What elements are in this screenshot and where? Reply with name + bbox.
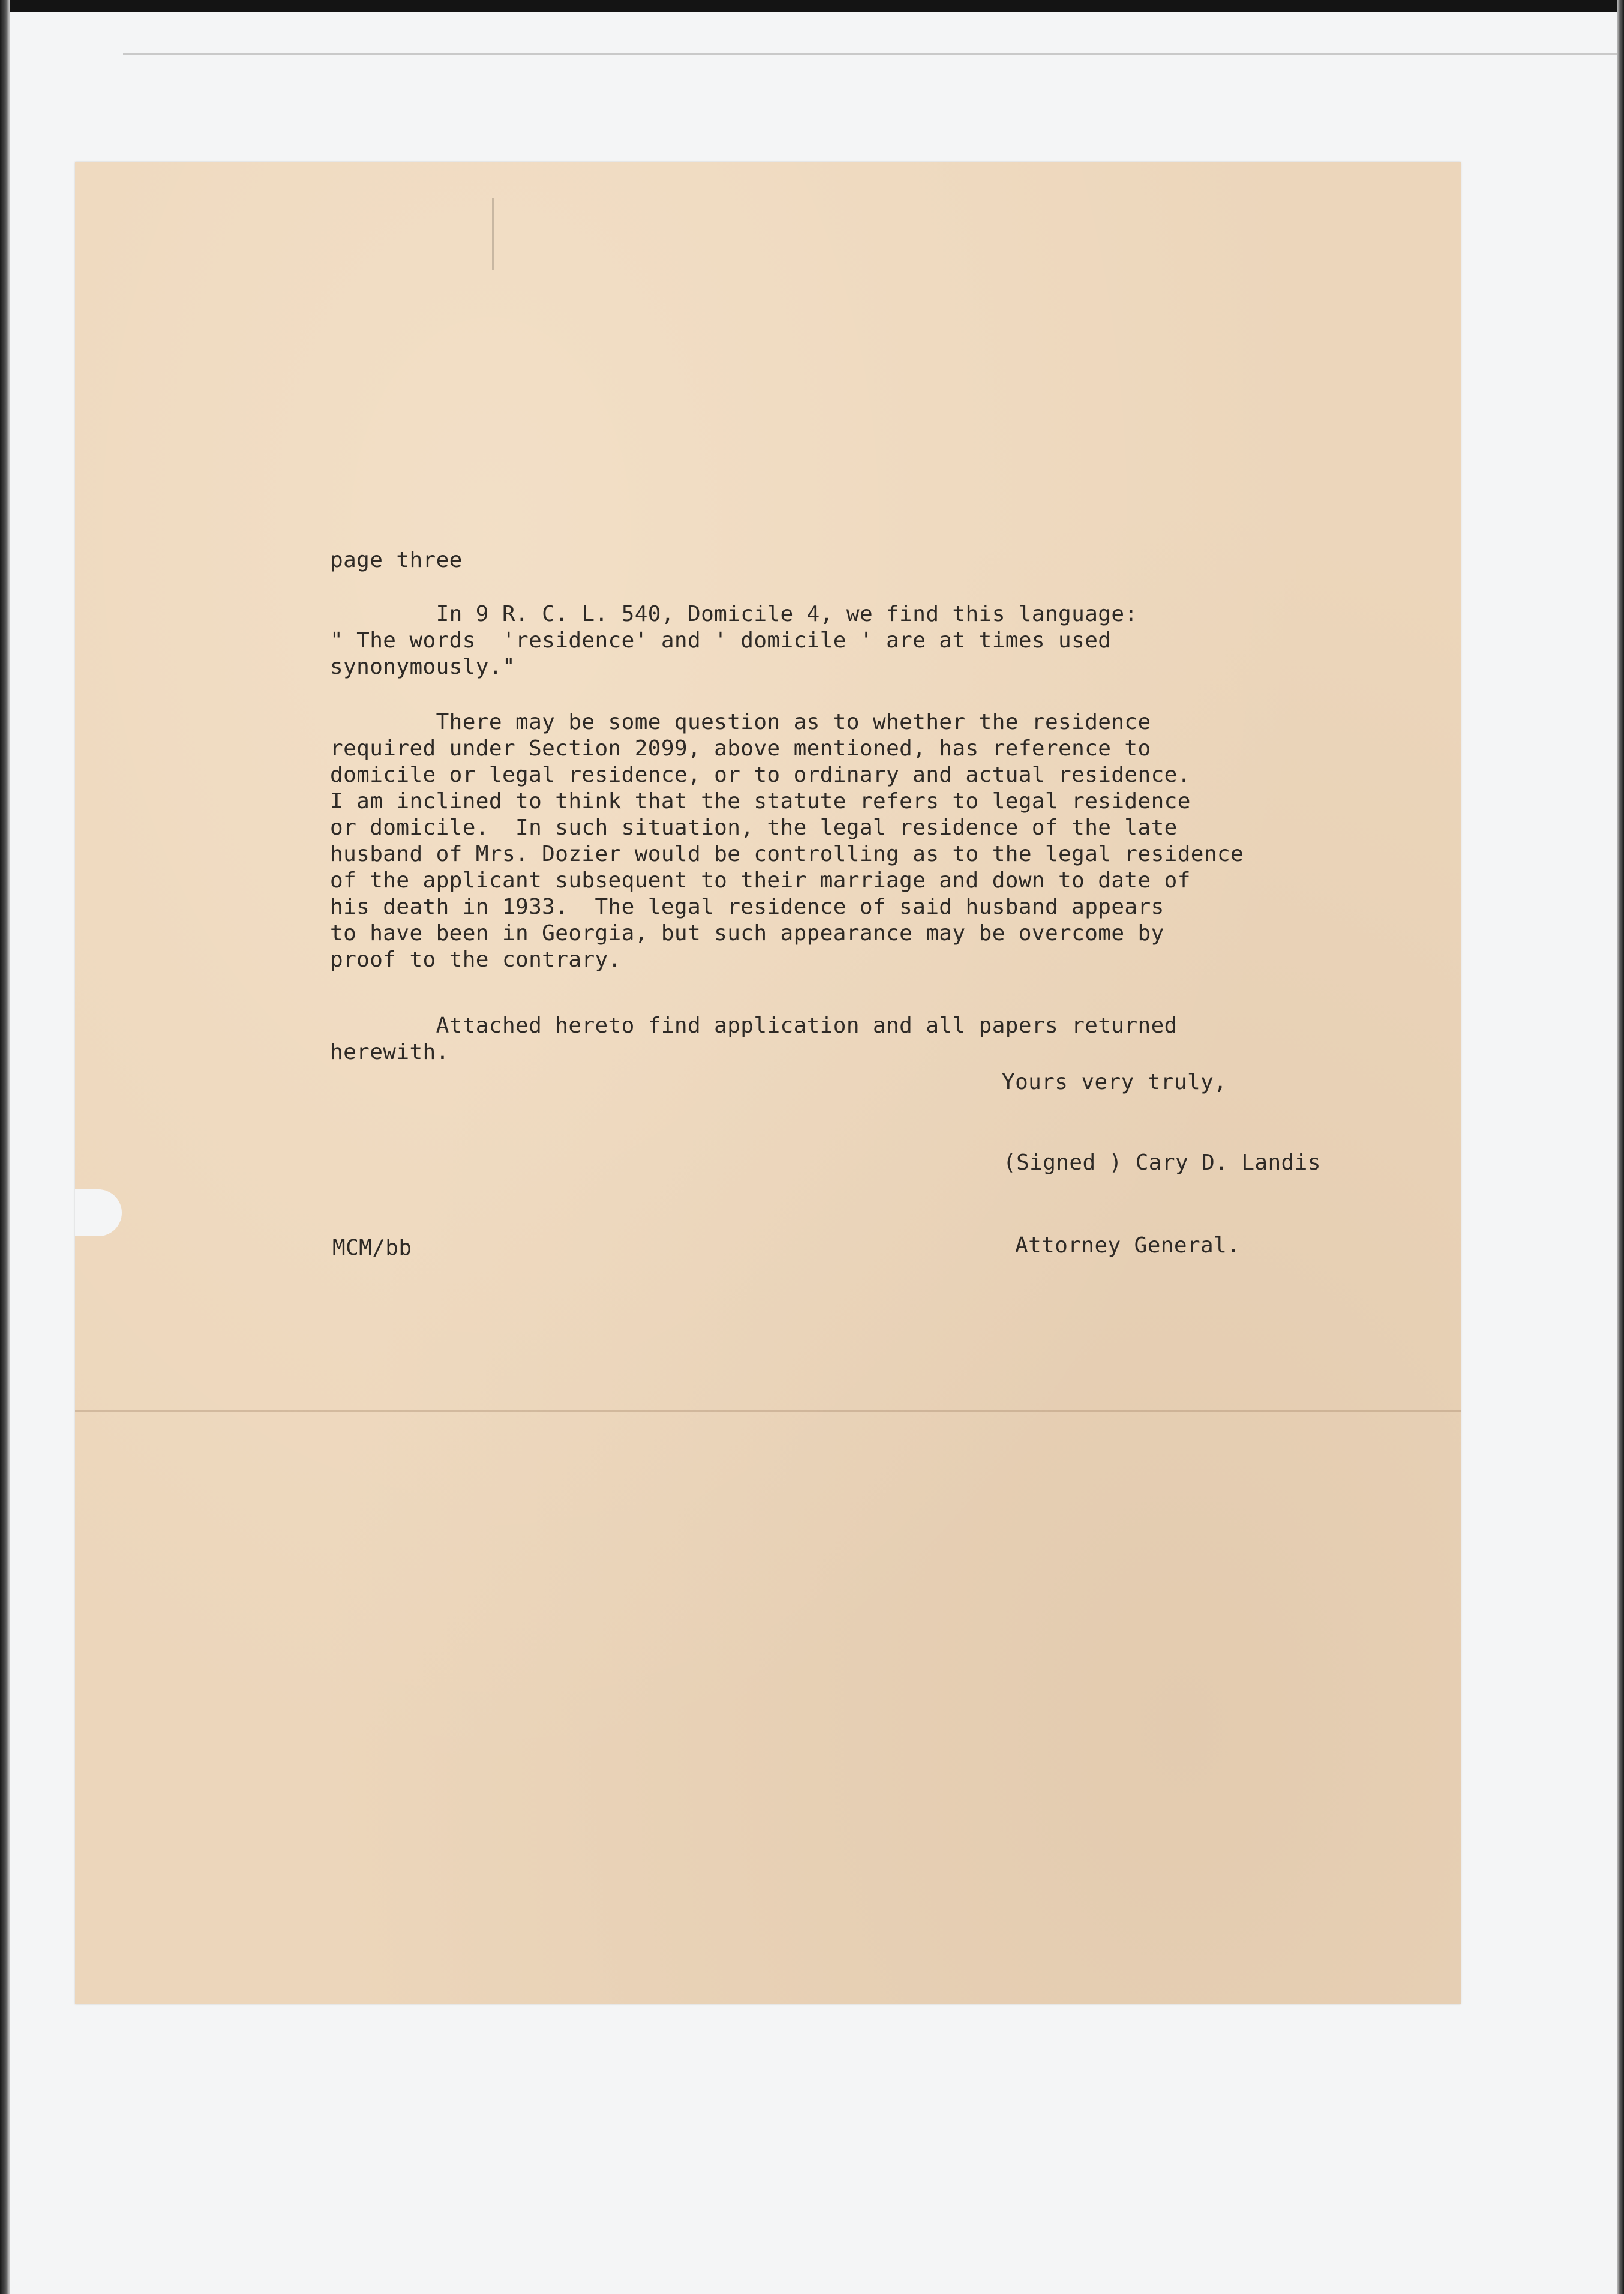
paragraph-2-line: his death in 1933. The legal residence of said husband appears xyxy=(330,895,1164,919)
fold-crease xyxy=(75,1410,1461,1412)
paragraph-3 xyxy=(330,1013,1178,1066)
paragraph-2-line: or domicile. In such situation, the legal residence of the late xyxy=(330,815,1178,840)
paragraph-2-line: to have been in Georgia, but such appearance may be overcome by xyxy=(330,921,1164,946)
signature: (Signed ) Cary D. Landis xyxy=(1003,1150,1321,1175)
paragraph-2 xyxy=(330,709,1244,973)
scanner-edge-right xyxy=(1617,0,1624,2294)
paragraph-2-line: husband of Mrs. Dozier would be controlling as to the legal residence xyxy=(330,842,1244,866)
closing: Yours very truly, xyxy=(1002,1070,1227,1094)
paragraph-1-line: " The words 'residence' and ' domicile ' are at times used xyxy=(330,628,1112,653)
ink-smudge xyxy=(492,198,494,270)
paragraph-2-line: required under Section 2099, above mentioned, has reference to xyxy=(330,736,1151,761)
paragraph-2-line: proof to the contrary. xyxy=(330,947,622,972)
paragraph-2-line: I am inclined to think that the statute refers to legal residence xyxy=(330,789,1191,814)
letter-page xyxy=(75,162,1461,2004)
paragraph-1-line: synonymously." xyxy=(330,655,516,679)
paragraph-2-line: domicile or legal residence, or to ordinary and actual residence. xyxy=(330,763,1191,787)
paragraph-3-line: Attached hereto find application and all papers returned xyxy=(330,1013,1178,1038)
torn-notch xyxy=(75,1189,122,1236)
backing-sheet-edge xyxy=(123,53,1617,55)
paragraph-1 xyxy=(330,601,1138,680)
typist-initials: MCM/bb xyxy=(332,1236,412,1260)
paragraph-3-line: herewith. xyxy=(330,1040,449,1064)
paragraph-2-line: There may be some question as to whether the residence xyxy=(330,710,1151,734)
scanner-edge-left xyxy=(0,0,10,2294)
paragraph-1-line: In 9 R. C. L. 540, Domicile 4, we find this language: xyxy=(330,602,1138,626)
scanner-edge-top xyxy=(0,0,1624,12)
page-label: page three xyxy=(330,548,463,572)
signer-title: Attorney General. xyxy=(1015,1233,1241,1258)
paragraph-2-line: of the applicant subsequent to their marriage and down to date of xyxy=(330,868,1191,893)
